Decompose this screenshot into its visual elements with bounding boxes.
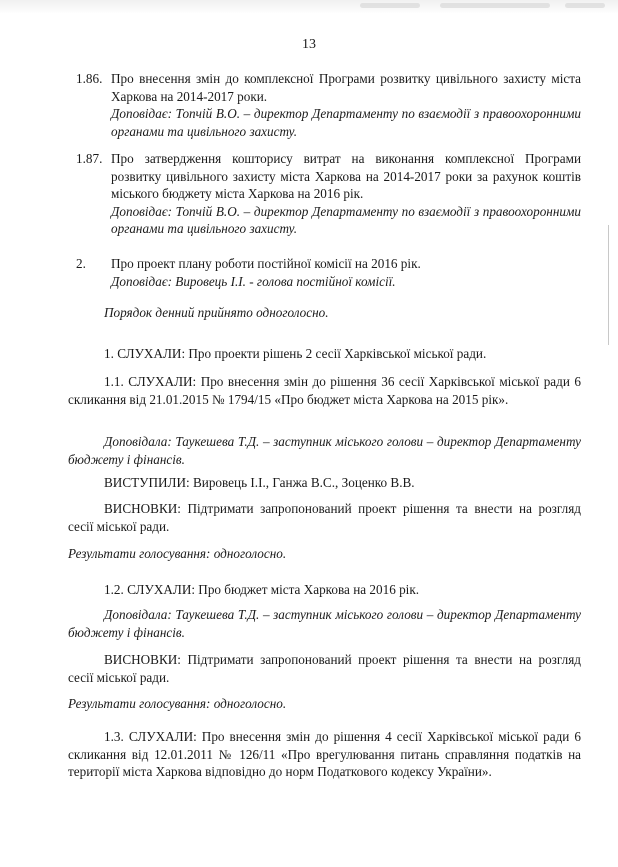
item-number: 2. (76, 256, 86, 271)
vote-1-2: Результати голосування: одноголосно. (68, 696, 287, 711)
agenda-adopted: Порядок денний прийнято одноголосно. (104, 305, 329, 320)
conclusion-1-2: ВИСНОВКИ: Підтримати запропонований проект рішення та внести на розгляд сесії міської ради. (68, 652, 581, 685)
heard-1-2: 1.2. СЛУХАЛИ: Про бюджет міста Харкова на 2016 рік. (104, 582, 420, 597)
reporter-1-1: Доповідала: Таукешева Т.Д. – заступник міського голови – директор Департаменту бюджету і фінансів. (68, 434, 581, 467)
agenda-item-2 (76, 255, 581, 290)
item-reporter: Доповідає: Топчій В.О. – директор Департаменту по взаємодії з правоохоронними органами та цивільного захисту. (111, 106, 581, 139)
item-number: 1.86. (76, 71, 103, 86)
scan-smudge (565, 3, 605, 8)
scan-smudge (360, 3, 420, 8)
agenda-item-1-87 (76, 150, 581, 238)
item-title: Про проект плану роботи постійної комісії на 2016 рік. (111, 256, 421, 271)
item-number: 1.87. (76, 151, 103, 166)
heard-1-3: 1.3. СЛУХАЛИ: Про внесення змін до рішення 4 сесії Харківської міської ради 6 скликання від 12.01.2011 № 126/11 «Про врегулювання питань справляння податків на території міста Харкова відповідно до норм Податкового кодексу України». (68, 729, 581, 779)
conclusion-1-1: ВИСНОВКИ: Підтримати запропонований проект рішення та внести на розгляд сесії міської ради. (68, 501, 581, 534)
vote-1-1: Результати голосування: одноголосно. (68, 546, 287, 561)
scan-smudge (440, 3, 550, 8)
reporter-1-2: Доповідала: Таукешева Т.Д. – заступник міського голови – директор Департаменту бюджету і фінансів. (68, 607, 581, 640)
item-reporter: Доповідає: Топчій В.О. – директор Департаменту по взаємодії з правоохоронними органами та цивільного захисту. (111, 203, 581, 236)
heard-1-1: 1.1. СЛУХАЛИ: Про внесення змін до рішення 36 сесії Харківської міської ради 6 скликання від 21.01.2015 № 1794/15 «Про бюджет міста Харкова на 2015 рік». (68, 374, 581, 407)
item-title: Про затвердження кошторису витрат на виконання комплексної Програми розвитку цивільного захисту міста Харкова на 2014-2017 роки за рахунок коштів міського бюджету міста Харкова на 2016 рік. (111, 151, 581, 201)
page-number: 13 (302, 37, 316, 52)
agenda-item-1-86 (76, 70, 581, 140)
scan-edge (0, 0, 618, 14)
item-reporter: Доповідає: Вировець І.І. - голова постійної комісії. (111, 273, 396, 289)
heard-1: 1. СЛУХАЛИ: Про проекти рішень 2 сесії Харківської міської ради. (104, 346, 487, 361)
scan-mark (608, 225, 609, 345)
spoke-1-1: ВИСТУПИЛИ: Вировець І.І., Ганжа В.С., Зоценко В.В. (104, 475, 415, 490)
item-title: Про внесення змін до комплексної Програми розвитку цивільного захисту міста Харкова на 2014-2017 роки. (111, 71, 581, 104)
